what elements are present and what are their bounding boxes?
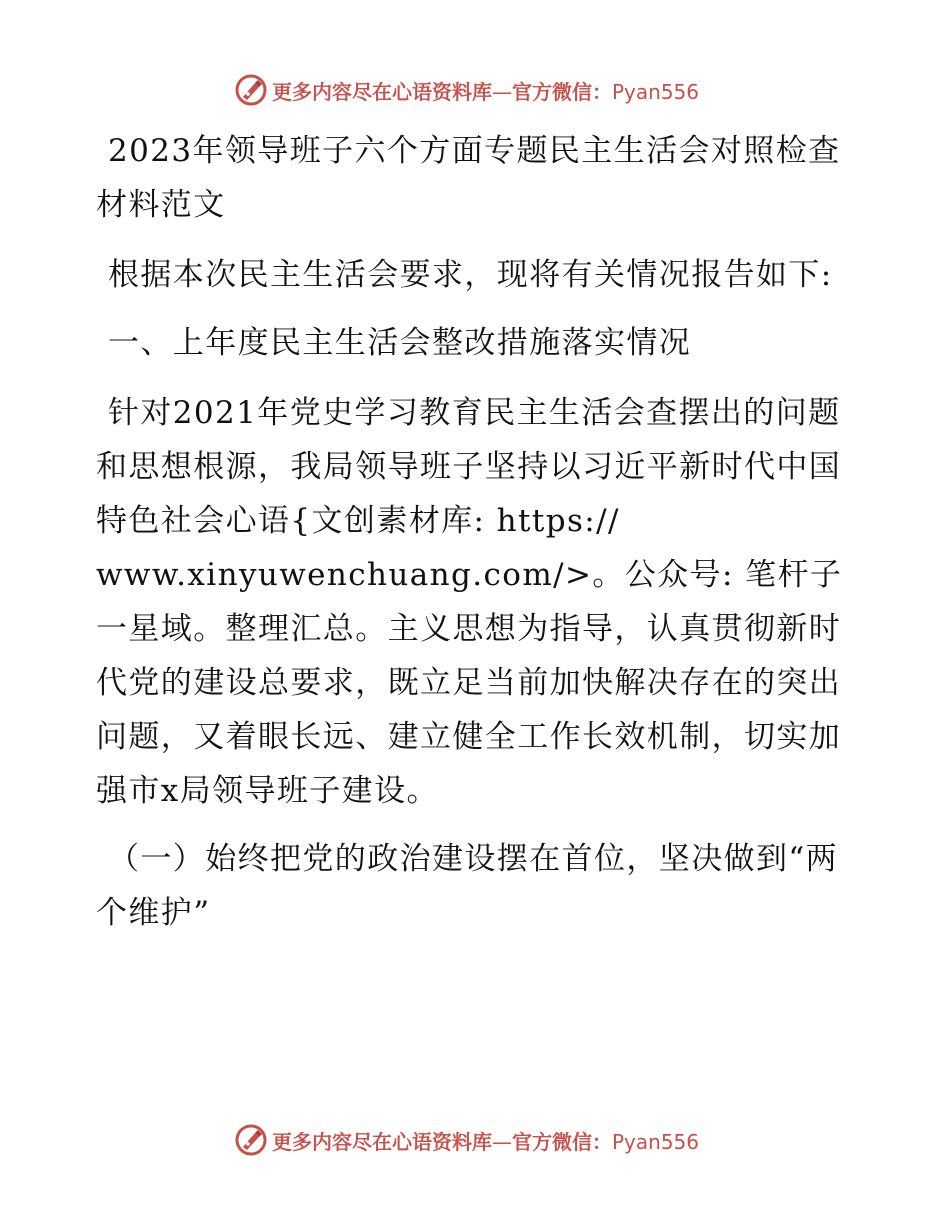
- pen-nib-logo-icon: [234, 73, 268, 107]
- intro-paragraph: 根据本次民主生活会要求，现将有关情况报告如下:: [108, 257, 833, 293]
- document-body: [96, 124, 856, 940]
- subsection-heading-1: （一）始终把党的政治建设摆在首位，坚决做到“两个维护”: [96, 841, 839, 931]
- pen-nib-logo-icon: [234, 1123, 268, 1157]
- section-1-paragraph: 针对2021年党史学习教育民主生活会查摆出的问题和思想根源，我局领导班子坚持以习近平新时代中国特色社会心语{文创素材库: https:// www.xinyuwenchuang.com/>。公众号: 笔杆子一星域。整理汇总。主义思想为指导，认真贯彻新时代党的建设总要求，既立足当前加快解决存在的突出问题，又着眼长远、建立健全工作长效机制，切实加强市x局领导班子建设。: [96, 395, 843, 809]
- document-title: 2023年领导班子六个方面专题民主生活会对照检查材料范文: [96, 133, 841, 223]
- footer-watermark: [234, 1122, 699, 1158]
- section-heading-1: 一、上年度民主生活会整改措施落实情况: [108, 325, 692, 361]
- watermark-text: 更多内容尽在心语资料库—官方微信：Pyan556: [272, 1129, 700, 1154]
- watermark-text: 更多内容尽在心语资料库—官方微信：Pyan556: [272, 79, 700, 104]
- header-watermark: [234, 72, 699, 108]
